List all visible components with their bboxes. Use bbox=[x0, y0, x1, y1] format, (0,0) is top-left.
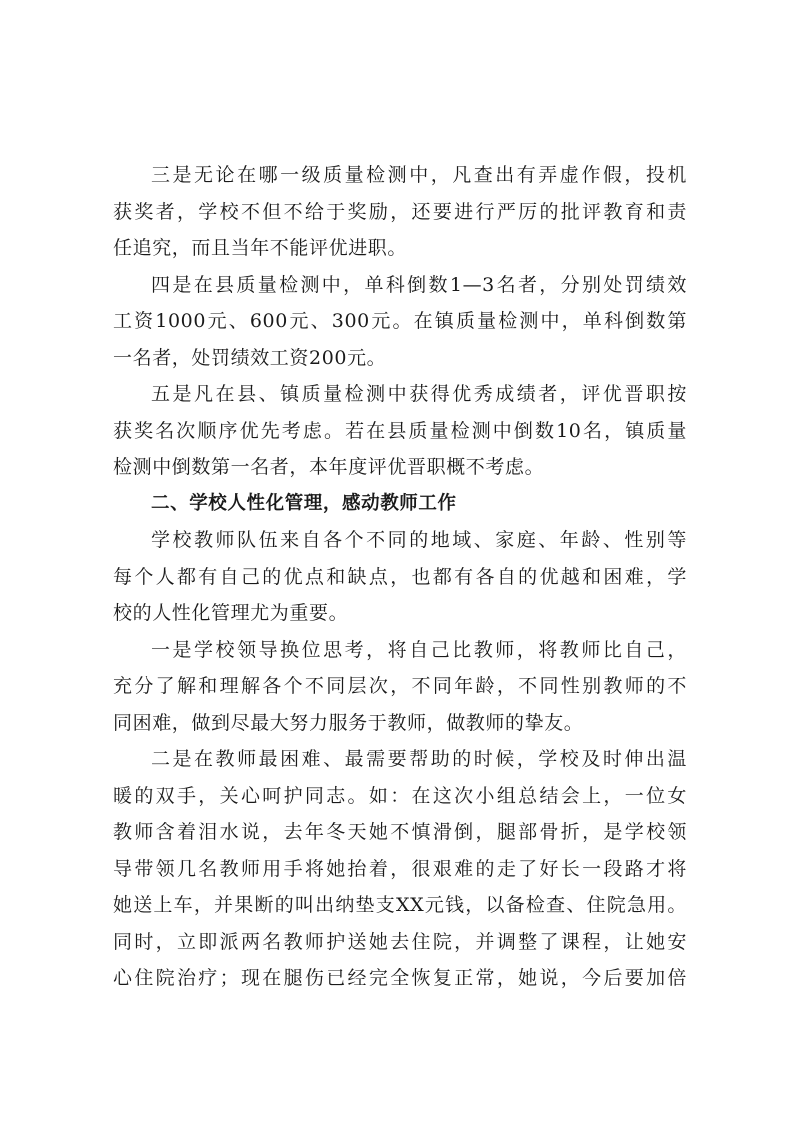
paragraph-point-one bbox=[113, 632, 687, 742]
text-line: 校的人性化管理尤为重要。 bbox=[113, 602, 349, 624]
text-line: 同困难，做到尽最大努力服务于教师，做教师的挚友。 bbox=[113, 711, 584, 734]
text-line: 检测中倒数第一名者，本年度评优晋职概不考虑。 bbox=[113, 456, 545, 478]
text-line: 心住院治疗；现在腿伤已经完全恢复正常，她说，今后要加倍 bbox=[113, 967, 687, 989]
text-line: 获奖名次顺序优先考虑。若在县质量检测中倒数10名，镇质量 bbox=[113, 419, 687, 442]
text-line: 同时，立即派两名教师护送她去住院，并调整了课程，让她安 bbox=[113, 930, 687, 953]
paragraph-point-three bbox=[113, 157, 687, 267]
text-line: 每个人都有自己的优点和缺点，也都有各自的优越和困难，学 bbox=[113, 565, 687, 588]
text-line: 一名者，处罚绩效工资200元。 bbox=[113, 346, 387, 369]
text-line: 一是学校领导换位思考，将自己比教师，将教师比自己， bbox=[151, 638, 687, 661]
text-line: 任追究，而且当年不能评优进职。 bbox=[113, 237, 408, 259]
text-line: 她送上车，并果断的叫出纳垫支XX元钱，以备检查、住院急用。 bbox=[113, 894, 687, 916]
section-heading-text: 二、学校人性化管理，感动教师工作 bbox=[151, 492, 457, 514]
paragraph-point-two bbox=[113, 741, 687, 997]
text-line: 学校教师队伍来自各个不同的地域、家庭、年龄、性别等 bbox=[151, 529, 687, 551]
text-line: 工资1000元、600元、300元。在镇质量检测中，单科倒数第 bbox=[113, 310, 687, 332]
text-line: 导带领几名教师用手将她抬着，很艰难的走了好长一段路才将 bbox=[113, 857, 687, 880]
text-line: 四是在县质量检测中，单科倒数1—3名者，分别处罚绩效 bbox=[151, 273, 687, 296]
text-line: 三是无论在哪一级质量检测中，凡查出有弄虚作假，投机 bbox=[151, 164, 687, 186]
text-line: 教师含着泪水说，去年冬天她不慎滑倒，腿部骨折，是学校领 bbox=[113, 821, 687, 843]
document-body bbox=[113, 157, 687, 997]
text-line: 暖的双手，关心呵护同志。如：在这次小组总结会上，一位女 bbox=[113, 784, 687, 807]
text-line: 二是在教师最困难、最需要帮助的时候，学校及时伸出温 bbox=[151, 748, 687, 770]
text-line: 五是凡在县、镇质量检测中获得优秀成绩者，评优晋职按 bbox=[151, 383, 687, 405]
section-heading bbox=[113, 486, 687, 523]
paragraph-intro bbox=[113, 522, 687, 632]
paragraph-point-four bbox=[113, 267, 687, 377]
text-line: 充分了解和理解各个不同层次，不同年龄，不同性别教师的不 bbox=[113, 675, 687, 697]
text-line: 获奖者，学校不但不给于奖励，还要进行严厉的批评教育和责 bbox=[113, 200, 687, 223]
paragraph-point-five bbox=[113, 376, 687, 486]
